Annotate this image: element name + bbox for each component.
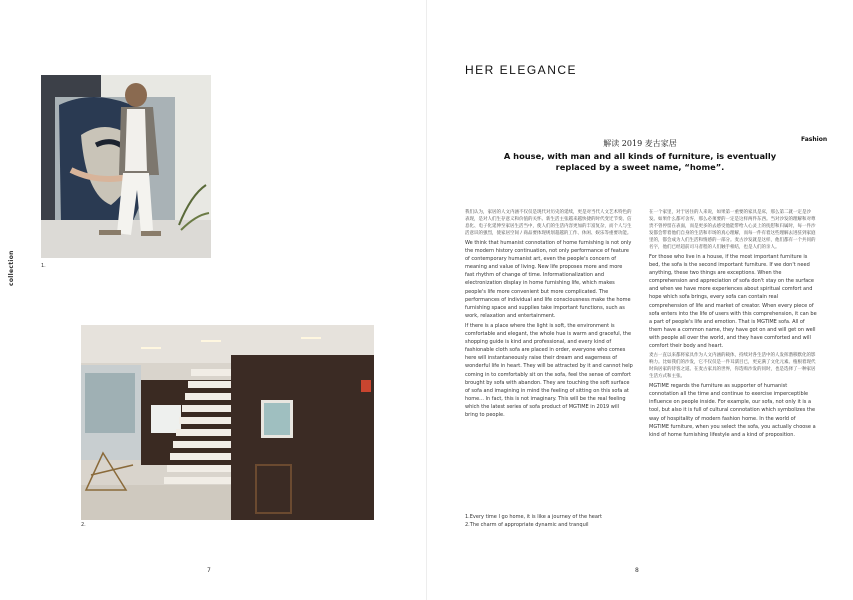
magazine-title: HER ELEGANCE (465, 63, 578, 77)
collection-side-label: collection (8, 250, 15, 286)
photo-footnotes (465, 513, 640, 529)
footnote-1: 1.Every time I go home, it is like a journey of the heart (465, 514, 602, 520)
paragraph: MGTIME regards the furniture as supporter of humanist connotation all the time and continue to exercise imperceptible influence on people inside. For example, our sofa, not only it is a tool, but also it is full of cultural connotation which symbolizes the way of hospitality of modern fashion home. In the world of MGTIME furniture, when you select the sofa, you actually choose a kind of home furnishing lifestyle and a kind of proposition. (649, 383, 816, 438)
page-number-right: 8 (635, 567, 639, 574)
paragraph: We think that humanist connotation of home furnishing is not only the modern history continuation, not only performance of feature of contemporary humanist art, even the people's concern of meaning and value of living. New life proposes more and more fast rhythm of change of time. Informationalization and electronization display in home furnishing life, which makes people's life more convenient but more complicated. The performances of individual and life consciousness make the home furnishing space and supplies take important functions, such as work, relaxation and entertainment. (465, 240, 632, 319)
photo-caption-1: 1. (41, 263, 46, 269)
section-tag: Fashion (801, 136, 828, 143)
left-page (0, 0, 426, 600)
portrait-photo (41, 75, 211, 258)
cn-paragraph: 在一个家里，对于居住的人来说，如果第一重要的家具是床，那么第二就一定是沙发。如果什么都可舍弃，那么必须要的一定是这样两件东西。当对沙发的理解和对尊贵不曾停留在表面，而是更多的去感受他能带给人心灵上的抚慰和归属时，每一件沙发都会带着他们自身的生活和市场的真心理解，而每一件有着这些理解去进驻到家庭里的，都会成为人们生活和情感的一部分。麦古沙发就是这样，他们都有一个共同的名字，他们已经超前司马者程的人们触手相结，也是人们的亲人。 (649, 210, 816, 250)
photo-caption-2: 2. (81, 522, 86, 528)
paragraph: If there is a place where the light is soft, the environment is comfortable and elegant, the whole hue is warm and graceful, the shopping guide is kind and professional, and every kind of fashionable cloth sofa are placed in order, everyone who comes here will instantaneously raise their dream and eagerness of wonderful life in heart. They will be attracted by it and cannot help coming in to comfortably sit on the sofa, feel the sense of comfort brought by sofa with abandon. They are touching the soft surface of sofa and imagining in mind the feeling of sitting on this sofa at home... In fact, this is not imaginary. This will be the real feeling which the latest series of sofa product of MGTIME in 2019 will bring to people. (465, 322, 633, 418)
cn-paragraph: 我们认为，家居的人文内涵不仅仅是现代对历史的延续，更是对当代人文艺术特色的表现，是对人们生存意义和价值的关怀。新生活主张越来越快捷的时代变迁节奏。信息化、电子化延伸至家居生活当中，使人们的生活内容更加的丰富复杂，而个人与生活意识的强烈，使家居空间 / 商品要体现规划超越的工作、休闲、娱乐等重要功能。 (465, 210, 632, 236)
text-column-1 (465, 209, 633, 421)
article-headline: A house, with man and all kinds of furniture, is eventually replaced by a sweet name, “home”. (503, 151, 777, 172)
text-column-2 (649, 209, 817, 441)
page-number-left: 7 (207, 567, 211, 574)
interior-staircase-photo (81, 325, 374, 520)
cn-paragraph: 麦古一直以来都将家具作为人文内涵的载体，持续对各生活中的人发挥潜移默化的影响力。比如我们的沙发，它不仅仅是一件耳濡目已，更充满了文化元素。植根着现代时尚居家的待客之道。在麦古家具的世界，你选购沙发的同时，也是选择了一种家居生活方式和主张。 (649, 353, 816, 380)
chinese-title: 解读 2019 麦古家居 (603, 139, 677, 148)
footnote-2: 2.The charm of appropriate dynamic and tranquil (465, 522, 589, 528)
right-page (427, 0, 853, 600)
paragraph: For those who live in a house, if the most important furniture is bed, the sofa is the second important furniture. If we don't need anything, these two things are exceptions. When the comprehension and appreciation of sofa don't stay on the surface and when we have more experiences about spiritual comfort and hope which sofa brings, every sofa can contain real comprehension of life and market of creator. When every piece of sofa enters into the life of users with this comprehension, it can be a part of people's life and emotion. That is MGTIME sofa. All of them have a common name, they have got on and will get on well with people all over the world, and they have comforted and will comfort their body and heart. (649, 254, 817, 350)
